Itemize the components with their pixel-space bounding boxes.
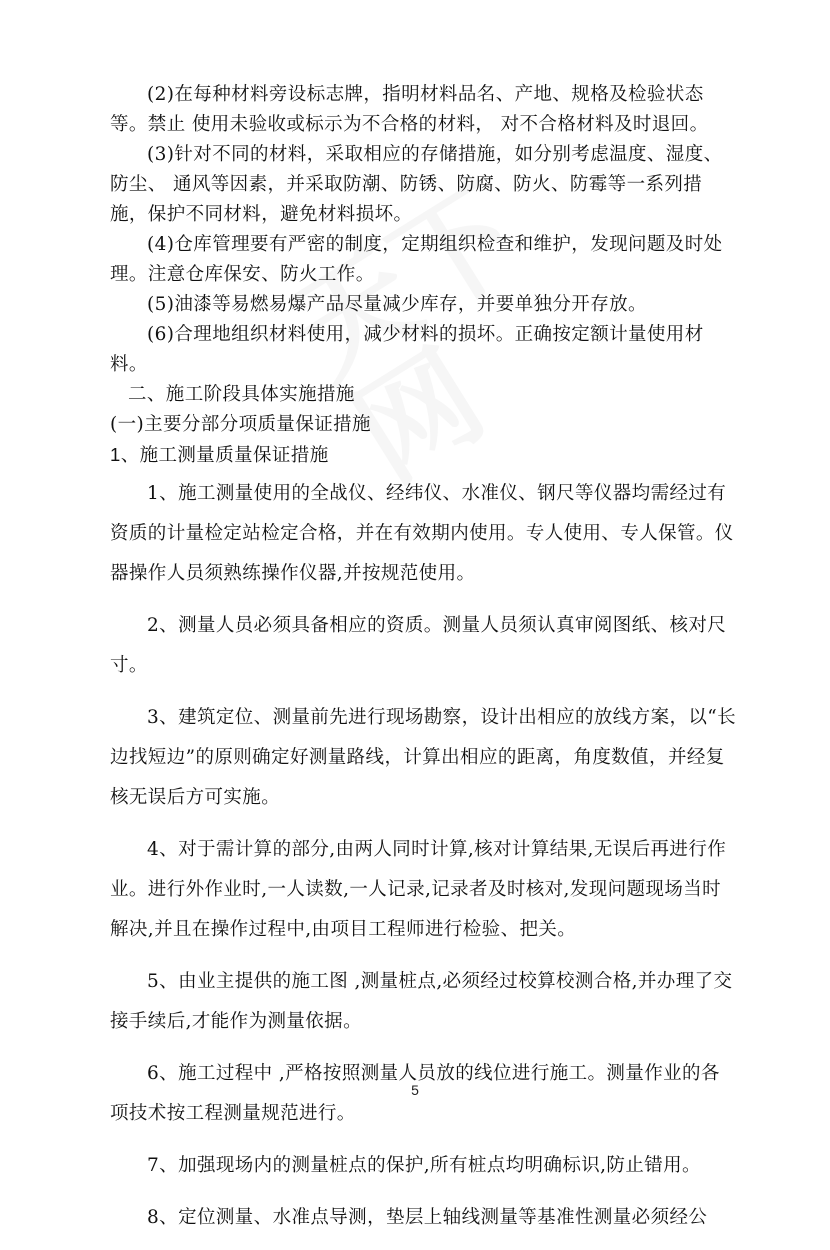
measure-paragraph: 6、施工过程中 ,严格按照测量人员放的线位进行施工。测量作业的各项技术按工程测量规范进行。 <box>110 1063 720 1124</box>
survey-measures-list <box>110 474 738 1238</box>
measure-paragraph: 8、定位测量、水准点导测，垫层上轴线测量等基准性测量必须经公 <box>147 1207 708 1228</box>
list-item: (2)在每种材料旁设标志牌，指明材料品名、产地、规格及检验状态等。禁止 使用未验收或标示为不合格的材料， 对不合格材料及时退回。 <box>110 84 709 135</box>
measure-paragraph: 5、由业主提供的施工图 ,测量桩点,必须经过校算校测合格,并办理了交接手续后,才能作为测量依据。 <box>110 971 733 1032</box>
section-heading: 二、施工阶段具体实施措施 <box>128 384 355 405</box>
list-item: (3)针对不同的材料，采取相应的存储措施，如分别考虑温度、湿度、防尘、 通风等因素，并采取防潮、防锈、防腐、防火、防霉等一系列措施，保护不同材料，避免材料损坏。 <box>110 144 723 225</box>
page-number: 5 <box>411 1082 419 1098</box>
list-item: (4)仓库管理要有严密的制度，定期组织检查和维护，发现问题及时处理。注意仓库保安、防火工作。 <box>110 234 723 285</box>
material-management-list <box>110 80 738 470</box>
list-item: (6)合理地组织材料使用，减少材料的损坏。正确按定额计量使用材料。 <box>110 324 704 375</box>
measure-paragraph: 1、施工测量使用的全战仪、经纬仪、水准仪、钢尺等仪器均需经过有资质的计量检定站检定合格，并在有效期内使用。专人使用、专人保管。仪器操作人员须熟练操作仪器,并按规范使用。 <box>110 483 734 584</box>
item-heading: 1、施工测量质量保证措施 <box>110 444 329 465</box>
list-item: (5)油漆等易燃易爆产品尽量减少库存，并要单独分开存放。 <box>147 294 647 315</box>
measure-paragraph: 2、测量人员必须具备相应的资质。测量人员须认真审阅图纸、核对尺寸。 <box>110 615 727 676</box>
subsection-heading: (一)主要分部分项质量保证措施 <box>110 414 371 435</box>
measure-paragraph: 4、对于需计算的部分,由两人同时计算,核对计算结果,无误后再进行作业。进行外作业时,一人读数,一人记录,记录者及时核对,发现问题现场当时解决,并且在操作过程中,由项目工程师进行检验、把关。 <box>110 839 727 940</box>
page-content <box>110 80 738 1250</box>
measure-paragraph: 7、加强现场内的测量桩点的保护,所有桩点均明确标识,防止错用。 <box>147 1155 701 1176</box>
measure-paragraph: 3、建筑定位、测量前先进行现场勘察，设计出相应的放线方案，以“长边找短边”的原则确定好测量路线，计算出相应的距离，角度数值，并经复核无误后方可实施。 <box>110 707 737 808</box>
